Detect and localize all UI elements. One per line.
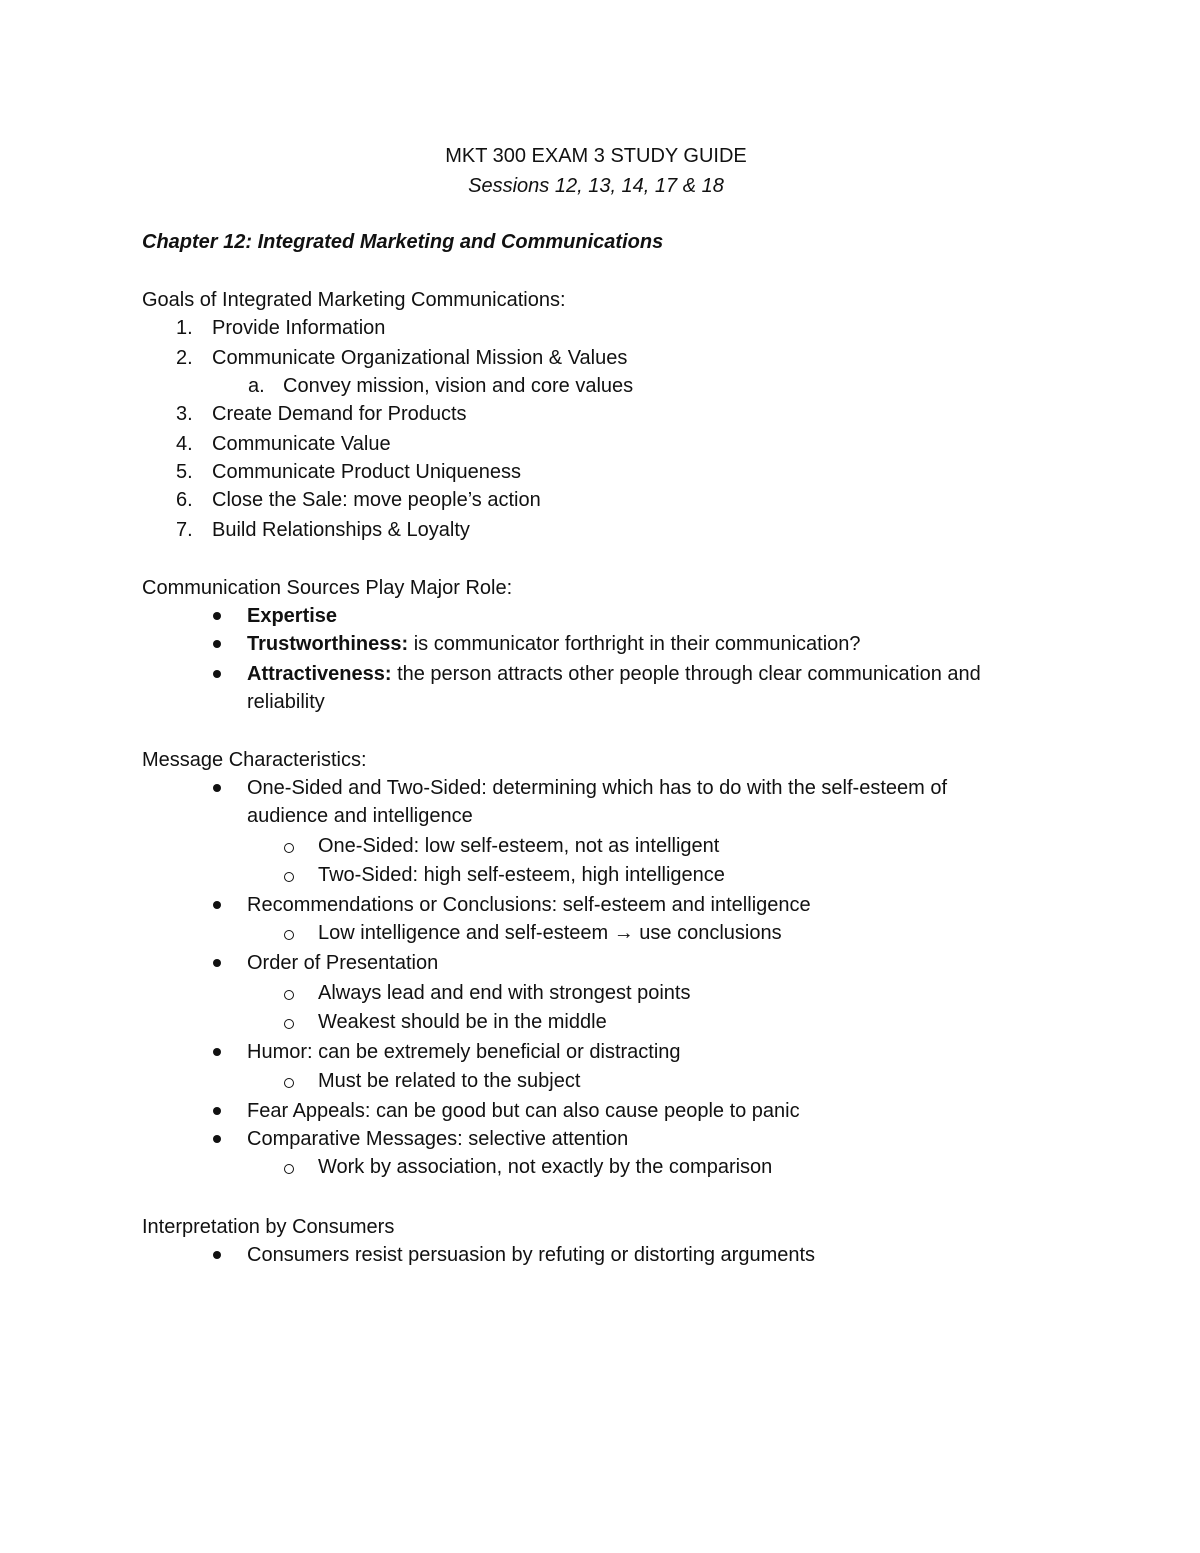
goal-text: Build Relationships & Loyalty [212,519,470,541]
goal-subtext: Convey mission, vision and core values [283,375,634,397]
message-text: Comparative Messages: selective attention [247,1128,629,1150]
source-continuation: reliability [247,691,325,713]
document-title: MKT 300 EXAM 3 STUDY GUIDE [445,145,747,167]
arrow-right-icon: → [613,922,634,944]
goal-text: Provide Information [212,317,386,339]
conclusion-text: Low intelligence and self-esteem [318,922,614,944]
source-desc: the person attracts other people through clear communication and [391,663,981,685]
message-text: Order of Presentation [247,952,439,974]
hollow-bullet-icon [284,930,294,940]
hollow-bullet-icon [284,1019,294,1029]
goal-number: 2. [176,347,193,369]
goal-text: Communicate Value [212,433,391,455]
message-text: Recommendations or Conclusions: self-esteem and intelligence [247,894,811,916]
message-continuation: audience and intelligence [247,805,473,827]
source-line [247,630,861,658]
goal-text: Close the Sale: move people’s action [212,489,541,511]
goal-text: Communicate Product Uniqueness [212,461,522,483]
hollow-bullet-icon [284,843,294,853]
message-subtext: Always lead and end with strongest points [318,982,691,1004]
conclusion-after: use conclusions [633,922,782,944]
goals-heading: Goals of Integrated Marketing Communications: [142,289,566,311]
goal-number: 3. [176,403,193,425]
message-text: Fear Appeals: can be good but can also cause people to panic [247,1100,800,1122]
bullet-icon [213,670,221,678]
source-term: Expertise [247,605,338,627]
message-subtext: Must be related to the subject [318,1070,581,1092]
bullet-icon [213,1251,221,1259]
hollow-bullet-icon [284,872,294,882]
chapter-heading: Chapter 12: Integrated Marketing and Communications [142,231,664,253]
source-term: Trustworthiness: [247,633,409,655]
goal-text: Create Demand for Products [212,403,467,425]
bullet-icon [213,640,221,648]
bullet-icon [213,1107,221,1115]
goal-text: Communicate Organizational Mission & Values [212,347,628,369]
message-heading: Message Characteristics: [142,749,367,771]
goal-subletter: a. [248,375,265,397]
message-text: One-Sided and Two-Sided: determining which has to do with the self-esteem of [247,777,948,799]
source-line [247,660,981,688]
bullet-icon [213,901,221,909]
bullet-icon [213,959,221,967]
goal-number: 7. [176,519,193,541]
source-line [247,602,337,630]
goal-number: 5. [176,461,193,483]
message-text: Humor: can be extremely beneficial or distracting [247,1041,681,1063]
hollow-bullet-icon [284,1164,294,1174]
goal-number: 6. [176,489,193,511]
message-subtext [318,919,782,947]
message-subtext: Work by association, not exactly by the comparison [318,1156,773,1178]
bullet-icon [213,1135,221,1143]
bullet-icon [213,1048,221,1056]
source-term: Attractiveness: [247,663,392,685]
message-subtext: Weakest should be in the middle [318,1011,607,1033]
sources-heading: Communication Sources Play Major Role: [142,577,513,599]
goal-number: 1. [176,317,193,339]
interpretation-heading: Interpretation by Consumers [142,1216,395,1238]
interpretation-text: Consumers resist persuasion by refuting or distorting arguments [247,1244,816,1266]
source-desc: is communicator forthright in their communication? [408,633,861,655]
hollow-bullet-icon [284,1078,294,1088]
document-subtitle: Sessions 12, 13, 14, 17 & 18 [468,175,724,197]
message-subtext: One-Sided: low self-esteem, not as intelligent [318,835,720,857]
bullet-icon [213,612,221,620]
message-subtext: Two-Sided: high self-esteem, high intelligence [318,864,725,886]
goal-number: 4. [176,433,193,455]
hollow-bullet-icon [284,990,294,1000]
bullet-icon [213,784,221,792]
